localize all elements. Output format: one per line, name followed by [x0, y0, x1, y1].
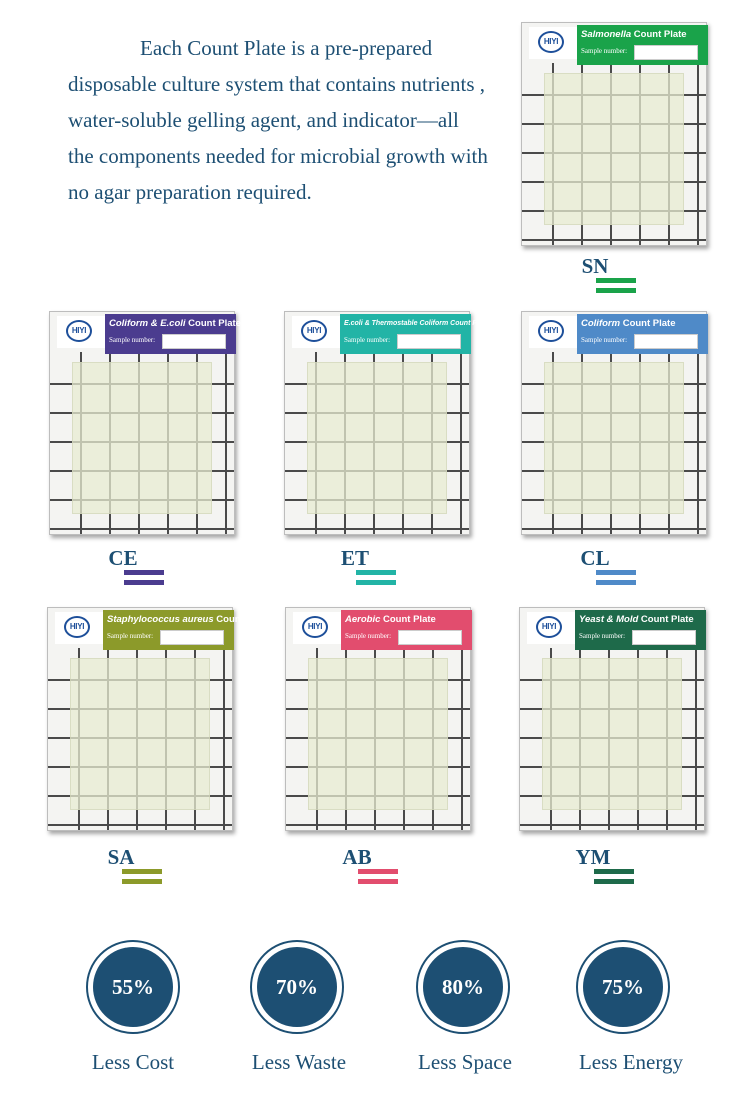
plate-color-bar: [358, 869, 398, 884]
plate-code-label: AB: [342, 845, 372, 869]
count-plate-ym: [519, 607, 705, 831]
plate-gel-area: [72, 362, 212, 514]
hiyi-logo-icon: HIYI: [536, 616, 562, 638]
plate-title: [579, 614, 704, 625]
stat-value: 75%: [583, 947, 663, 1027]
plate-header: [105, 314, 241, 354]
plate-gel-area: [308, 658, 448, 810]
plate-color-bar: [596, 570, 636, 585]
stat-circle: [416, 940, 510, 1034]
sample-number-label: Sample number:: [581, 336, 628, 344]
sample-number-field: [634, 45, 698, 60]
plate-title: [581, 318, 706, 329]
plate-card: [285, 607, 471, 831]
plate-title-suffix: Count Plate: [380, 614, 436, 625]
plate-code-label: ET: [340, 546, 369, 570]
plate-code-label: CL: [580, 546, 610, 570]
plate-logo: [57, 316, 105, 348]
plate-card: [521, 311, 707, 535]
sample-number-label: Sample number:: [109, 336, 156, 344]
stat-label: Less Space: [418, 1050, 512, 1074]
plate-header: [575, 610, 706, 650]
plate-title: [344, 320, 490, 327]
sample-number-field: [160, 630, 224, 645]
hiyi-logo-icon: HIYI: [302, 616, 328, 638]
plate-gel-area: [544, 362, 684, 514]
plate-code-label: CE: [108, 546, 138, 570]
stat-circle: [86, 940, 180, 1034]
plate-title-organism: Aerobic: [345, 614, 381, 625]
sample-number-field: [632, 630, 696, 645]
sample-number-field: [162, 334, 226, 349]
plate-title-organism: Yeast & Mold: [579, 614, 639, 625]
hiyi-logo-icon: HIYI: [64, 616, 90, 638]
sample-number-label: Sample number:: [581, 47, 628, 55]
plate-title-organism: E.coli & Thermostable Coliform Count Plate: [344, 320, 490, 327]
sample-number-label: Sample number:: [579, 632, 626, 640]
plate-color-bar: [124, 570, 164, 585]
sample-number-label: Sample number:: [345, 632, 392, 640]
plate-title: [109, 318, 241, 329]
stat-value: 55%: [93, 947, 173, 1027]
plate-title-suffix: Count Plate: [213, 614, 270, 625]
plate-card: [47, 607, 270, 831]
plate-logo: [292, 316, 340, 348]
plate-color-bar: [122, 869, 162, 884]
plate-logo: [529, 316, 577, 348]
sample-number-field: [397, 334, 461, 349]
plate-card: [284, 311, 490, 535]
plate-card: [49, 311, 241, 535]
count-plate-cl: [521, 311, 707, 535]
plate-title-organism: Salmonella: [581, 29, 632, 40]
stat-value: 80%: [423, 947, 503, 1027]
plate-color-bar: [596, 278, 636, 293]
plate-title-suffix: Count Plate: [638, 614, 694, 625]
plate-logo: [529, 27, 577, 59]
count-plate-et: [284, 311, 490, 535]
plate-gel-area: [307, 362, 447, 514]
intro-paragraph: Each Count Plate is a pre-prepared disposable culture system that contains nutrients , water-soluble gelling agent, and indicator—all the components needed for microbial growth with no agar preparation required.: [68, 36, 488, 204]
stat-circle: [576, 940, 670, 1034]
plate-title: [345, 614, 470, 625]
sample-number-field: [634, 334, 698, 349]
plate-title: [581, 29, 706, 40]
plate-title-organism: Staphylococcus aureus: [107, 614, 214, 625]
plate-header: [341, 610, 472, 650]
stat-label: Less Cost: [91, 1050, 175, 1074]
sample-number-label: Sample number:: [344, 336, 391, 344]
plate-color-bar: [356, 570, 396, 585]
stat-circle: [250, 940, 344, 1034]
sample-number-label: Sample number:: [107, 632, 154, 640]
plate-header: [577, 25, 708, 65]
plate-card: [521, 22, 707, 246]
plate-header: [340, 314, 490, 354]
plate-color-bar: [594, 869, 634, 884]
count-plate-ab: [285, 607, 471, 831]
plate-title-suffix: Count Plate: [631, 29, 687, 40]
count-plate-ce: [49, 311, 241, 535]
plate-gel-area: [70, 658, 210, 810]
plate-logo: [293, 612, 341, 644]
hiyi-logo-icon: HIYI: [538, 320, 564, 342]
stat-label: Less Energy: [578, 1050, 683, 1074]
sample-number-field: [398, 630, 462, 645]
plate-title-organism: Coliform: [581, 318, 621, 329]
plate-code-label: YM: [575, 845, 611, 869]
plate-logo: [527, 612, 575, 644]
plate-title-suffix: Count Plate: [185, 318, 241, 329]
stat-label: Less Waste: [251, 1050, 347, 1074]
plate-title-organism: Coliform & E.coli: [109, 318, 186, 329]
plate-header: [103, 610, 270, 650]
count-plate-sa: [47, 607, 270, 831]
plate-header: [577, 314, 708, 354]
hiyi-logo-icon: HIYI: [538, 31, 564, 53]
plate-gel-area: [544, 73, 684, 225]
hiyi-logo-icon: HIYI: [66, 320, 92, 342]
stat-value: 70%: [257, 947, 337, 1027]
plate-card: [519, 607, 705, 831]
plate-code-label: SN: [581, 254, 609, 278]
hiyi-logo-icon: HIYI: [301, 320, 327, 342]
plate-gel-area: [542, 658, 682, 810]
plate-code-label: SA: [107, 845, 135, 869]
plate-logo: [55, 612, 103, 644]
plate-title: [107, 614, 270, 625]
count-plate-sn: [521, 22, 707, 246]
plate-title-suffix: Count Plate: [620, 318, 676, 329]
